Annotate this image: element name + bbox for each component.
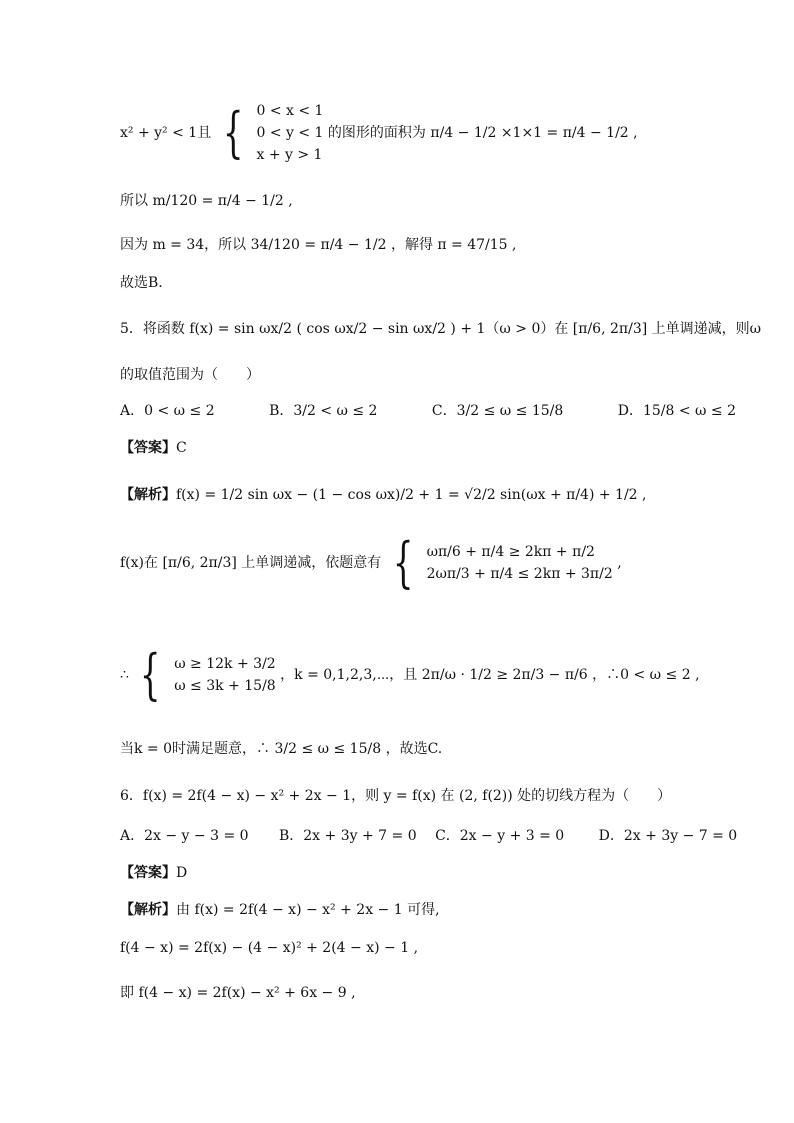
area-prefix: x² + y² < 1且 (120, 125, 212, 141)
so-line: 所以 m/120 = π/4 − 1/2 , (120, 193, 293, 209)
q6-option-c: C．2x − y + 3 = 0 (435, 828, 565, 844)
q5-analysis-1 (120, 484, 647, 504)
q5-analysis-1-text: f(x) = 1/2 sin ωx − (1 − cos ωx)/2 + 1 = √2/2 sin(ωx + π/4) + 1/2 , (176, 487, 647, 503)
inequality-2: 0 < y < 1 (256, 125, 324, 141)
q6-analysis-1-text: 由 f(x) = 2f(4 − x) − x² + 2x − 1 可得, (176, 902, 440, 918)
system-brace: { (222, 101, 244, 164)
q6-option-d: D．2x + 3y − 7 = 0 (598, 828, 738, 844)
q6-option-b: B．2x + 3y + 7 = 0 (278, 828, 417, 844)
area-statement (120, 100, 638, 166)
q5-answer-label: 【答案】 (120, 440, 176, 456)
inequality-system (256, 100, 323, 166)
therefore-symbol: ∴ (120, 667, 129, 683)
q6-options (120, 825, 737, 845)
q5-analysis-3 (120, 643, 700, 706)
q6-analysis-1 (120, 899, 440, 919)
q5-condition-1: ωπ/6 + π/4 ≥ 2kπ + π/2 (426, 544, 595, 560)
q6-analysis-3: 即 f(4 − x) = 2f(x) − x² + 6x − 9 , (120, 985, 356, 1001)
area-expression: π/4 − 1/2 ×1×1 = π/4 − 1/2 , (430, 125, 638, 141)
system-brace: { (392, 531, 414, 594)
q5-analysis-label: 【解析】 (120, 487, 176, 503)
q5-options (120, 400, 786, 420)
q5-analysis-4: 当k = 0时满足题意，∴ 3/2 ≤ ω ≤ 15/8 ，故选C. (120, 741, 443, 757)
q6-answer-value: D (176, 865, 188, 881)
q5-omega-1: ω ≥ 12k + 3/2 (174, 656, 276, 672)
q5-option-a: A．0 < ω ≤ 2 (120, 403, 215, 419)
choose-b-line: 故选B. (120, 275, 163, 291)
q6-stem: 6．f(x) = 2f(4 − x) − x² + 2x − 1，则 y = f(x) 在 (2, f(2)) 处的切线方程为（ ） (120, 788, 672, 804)
q5-analysis-2-end: , (617, 555, 622, 571)
q6-answer (120, 862, 187, 882)
inequality-1: 0 < x < 1 (256, 103, 324, 119)
q6-analysis-label: 【解析】 (120, 902, 176, 918)
q5-condition-2: 2ωπ/3 + π/4 ≤ 2kπ + 3π/2 (426, 566, 613, 582)
q5-stem-a: 5．将函数 f(x) = sin ωx/2 ( cos ωx/2 − sin ωx/2 ) + 1（ω > 0）在 [π/6, 2π/3] 上单调递减，则ω (120, 321, 762, 337)
inequality-3: x + y > 1 (256, 147, 323, 163)
q5-option-b: B．3/2 < ω ≤ 2 (269, 403, 378, 419)
q5-omega-2: ω ≤ 3k + 15/8 (174, 678, 276, 694)
q6-option-a: A．2x − y − 3 = 0 (120, 828, 249, 844)
q5-condition-system (427, 541, 613, 585)
q6-answer-label: 【答案】 (120, 865, 176, 881)
q5-analysis-3-text: ，k = 0,1,2,3,⋯，且 2π/ω · 1/2 ≥ 2π/3 − π/6 ，∴0 < ω ≤ 2 , (280, 667, 700, 683)
q6-analysis-2: f(4 − x) = 2f(x) − (4 − x)² + 2(4 − x) − 1 , (120, 940, 419, 956)
q5-option-d: D．15/8 < ω ≤ 2 (617, 403, 736, 419)
q5-answer-value: C (176, 440, 187, 456)
because-line: 因为 m = 34，所以 34/120 = π/4 − 1/2 ，解得 π = 47/15 , (120, 237, 517, 253)
q5-analysis-2-text: f(x)在 [π/6, 2π/3] 上单调递减，依题意有 (120, 555, 382, 571)
q5-option-c: C．3/2 ≤ ω ≤ 15/8 (431, 403, 564, 419)
system-brace: { (140, 643, 161, 706)
area-mid: 的图形的面积为 (327, 125, 426, 141)
q5-analysis-2 (120, 531, 622, 594)
q5-answer (120, 437, 187, 457)
q5-omega-system (174, 653, 276, 697)
q5-stem-b: 的取值范围为（ ） (120, 367, 260, 383)
